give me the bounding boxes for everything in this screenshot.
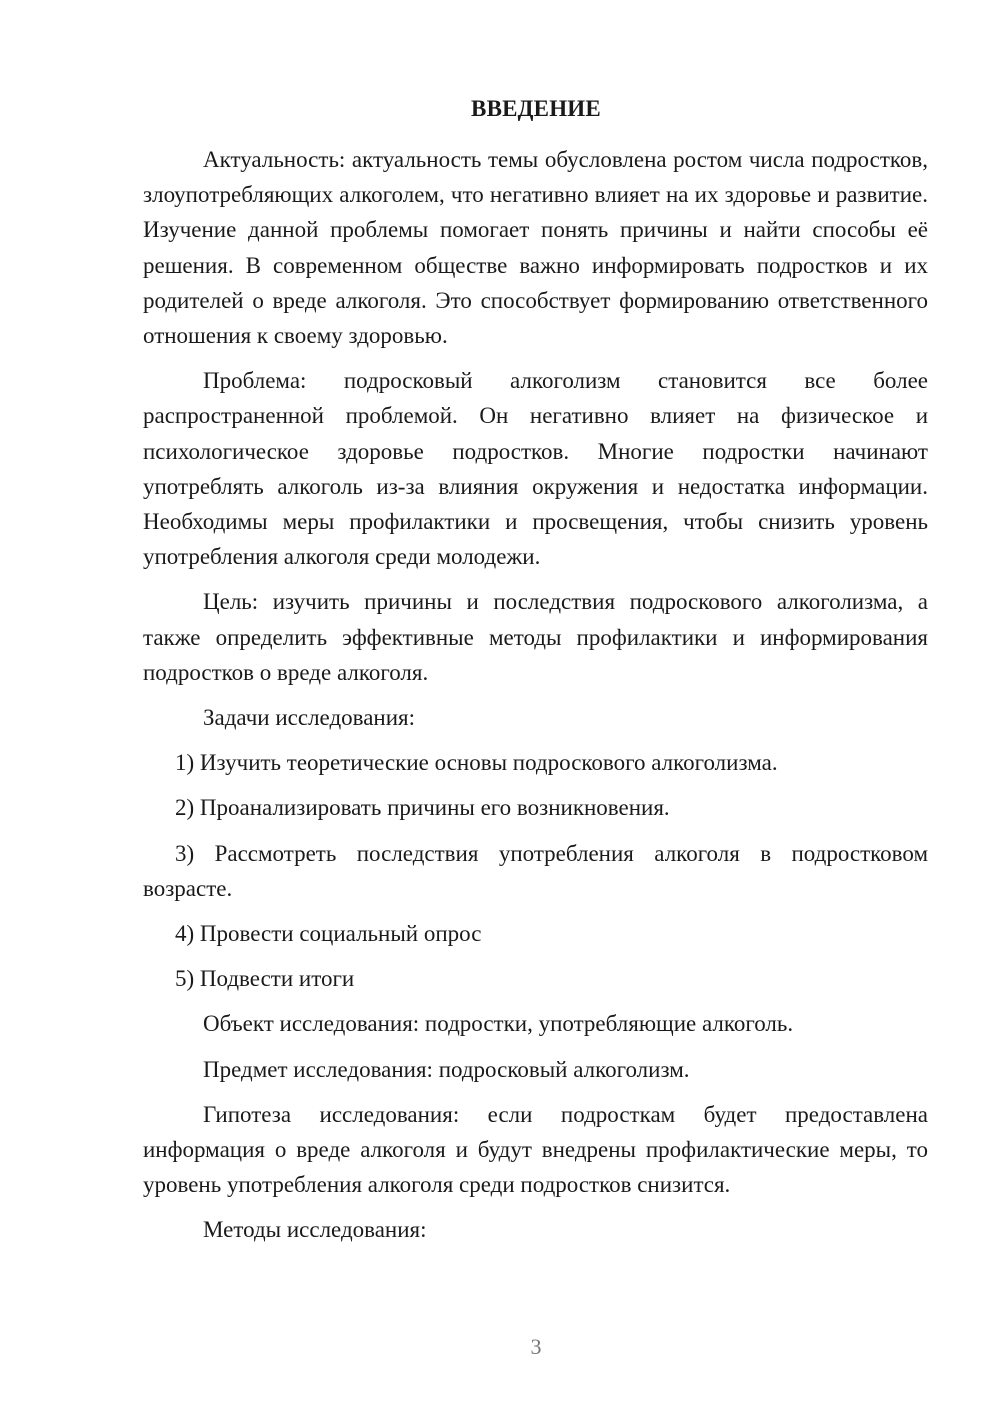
paragraph-goal: Цель: изучить причины и последствия подроскового алкоголизма, а также определить эффективные методы профилактики и информирования подростков о вреде алкоголя.	[143, 589, 928, 685]
page-number: 3	[530, 1334, 542, 1359]
task-item-4: 4) Провести социальный опрос	[175, 921, 482, 947]
task-item-3: 3) Рассмотреть последствия употребления алкоголя в подростковом возрасте.	[143, 840, 928, 901]
tasks-heading: Задачи исследования:	[203, 705, 416, 731]
paragraph-methods: Методы исследования:	[203, 1217, 427, 1243]
paragraph-problem: Проблема: подросковый алкоголизм становится все более распространенной проблемой. Он негативно влияет на физическое и психологическое здоровье подростков. Многие подростки начинают употреблять алкоголь из-за влияния окружения и недостатка информации. Необходимы меры профилактики и просвещения, чтобы снизить уровень употребления алкоголя среди молодежи.	[143, 368, 928, 570]
task-item-1: 1) Изучить теоретические основы подроскового алкоголизма.	[175, 750, 778, 776]
task-item-5: 5) Подвести итоги	[175, 966, 355, 992]
task-item-2: 2) Проанализировать причины его возникновения.	[175, 795, 670, 821]
paragraph-subject: Предмет исследования: подросковый алкоголизм.	[203, 1056, 690, 1082]
paragraph-relevance: Актуальность: актуальность темы обусловлена ростом числа подростков, злоупотребляющих алкоголем, что негативно влияет на их здоровье и развитие. Изучение данной проблемы помогает понять причины и найти способы её решения. В современном обществе важно информировать подростков и их родителей о вреде алкоголя. Это способствует формированию ответственного отношения к своему здоровью.	[143, 147, 928, 349]
paragraph-hypothesis: Гипотеза исследования: если подросткам будет предоставлена информация о вреде алкоголя и будут внедрены профилактические меры, то уровень употребления алкоголя среди подростков снизится.	[143, 1101, 928, 1198]
paragraph-object: Объект исследования: подростки, употребляющие алкоголь.	[203, 1011, 794, 1037]
page-title: ВВЕДЕНИЕ	[471, 96, 601, 121]
document-body	[143, 142, 928, 1258]
